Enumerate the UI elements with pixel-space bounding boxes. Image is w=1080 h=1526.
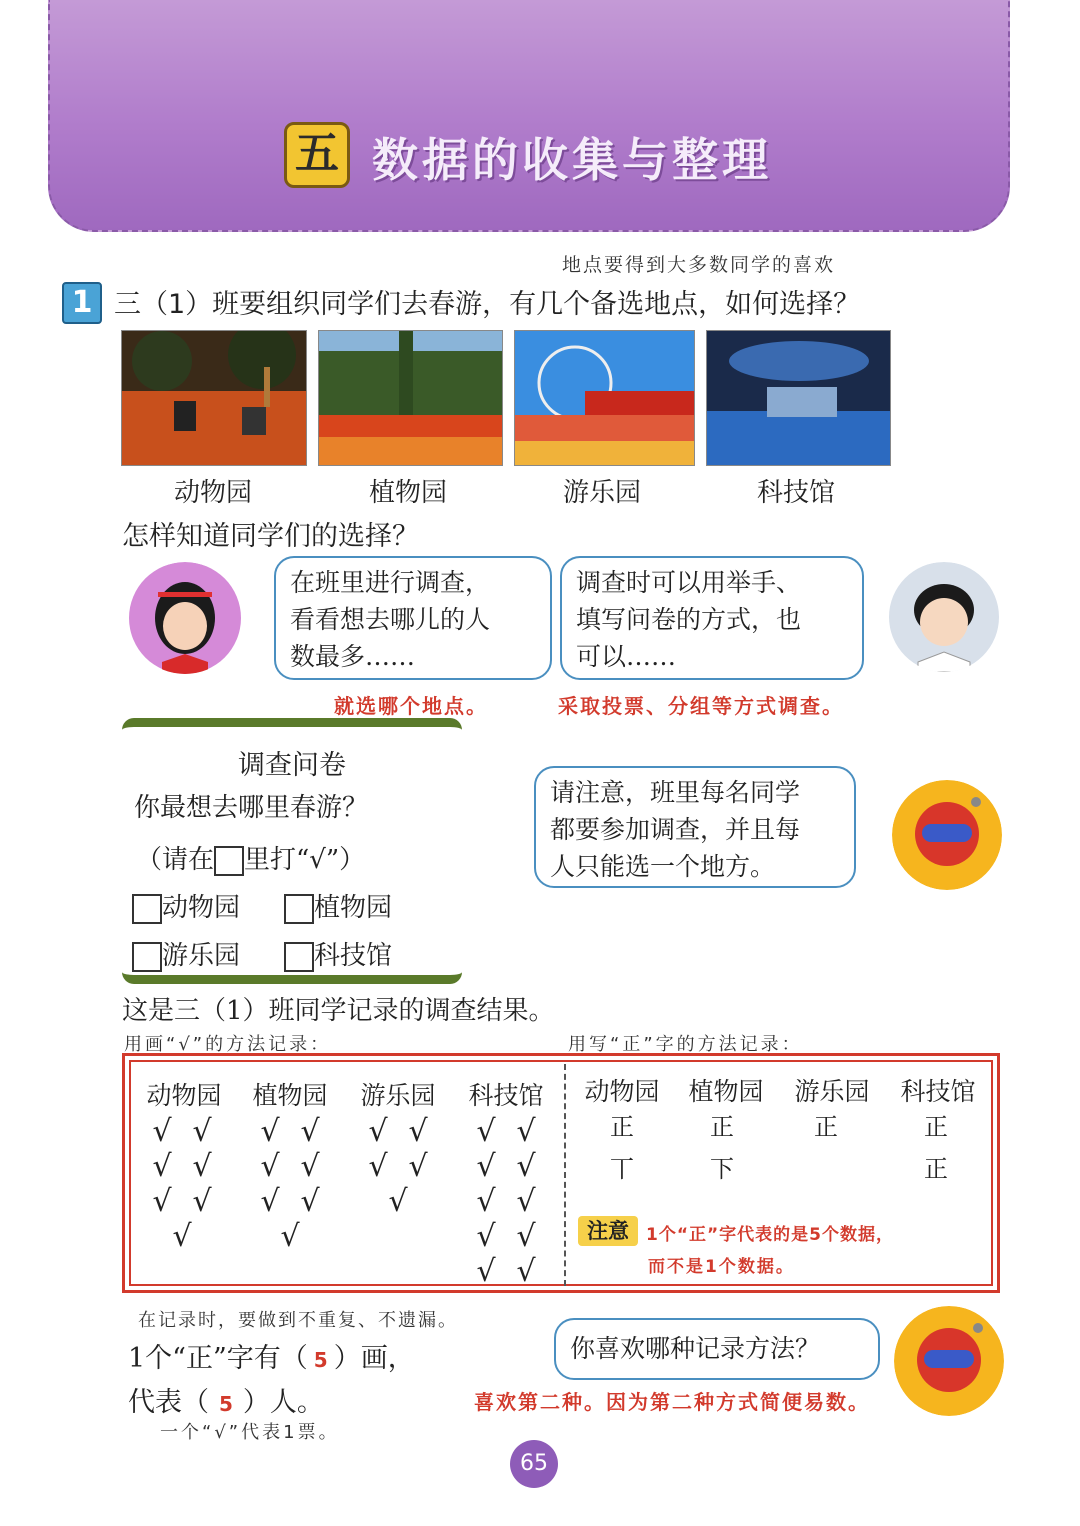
checkbox[interactable] xyxy=(132,942,162,972)
survey-option-amusement[interactable] xyxy=(132,935,240,972)
answer-strokes: 5 xyxy=(313,1348,328,1372)
zheng-science-2: 正 xyxy=(924,1155,948,1183)
zheng-header-amusement: 游乐园 xyxy=(794,1077,870,1106)
botanical-garden-photo xyxy=(318,330,503,466)
check-mark: √ xyxy=(516,1114,536,1149)
zheng-header-science: 科技馆 xyxy=(900,1077,976,1106)
question-text: 三（1）班要组织同学们去春游，有几个备选地点，如何选择？ xyxy=(114,289,861,320)
robot2-speech-bubble xyxy=(554,1318,880,1380)
check-mark: √ xyxy=(300,1149,320,1184)
girl-speech-bubble xyxy=(274,556,552,680)
check-mark: √ xyxy=(516,1184,536,1219)
page-number: 65 xyxy=(510,1440,558,1488)
survey-instruction-a: （请在 xyxy=(136,845,215,875)
boy-bubble-line2: 填写问卷的方式，也 xyxy=(576,605,802,634)
check-mark: √ xyxy=(476,1114,496,1149)
check-mark: √ xyxy=(260,1184,280,1219)
survey-option-botanical[interactable] xyxy=(284,887,392,924)
table-divider xyxy=(564,1064,566,1286)
checkbox[interactable] xyxy=(132,894,162,924)
fill-text-b: ）画， xyxy=(333,1343,415,1374)
answer-people: 5 xyxy=(219,1392,233,1416)
check-mark: √ xyxy=(516,1254,536,1289)
check-mark: √ xyxy=(476,1184,496,1219)
attention-line1: 1个“正”字代表的是5个数据， xyxy=(646,1225,895,1245)
robot2-answer: 喜欢第二种。因为第二种方式简便易数。 xyxy=(474,1390,870,1414)
robot-avatar xyxy=(892,780,1002,890)
zheng-science-1: 正 xyxy=(924,1113,948,1141)
robot-bubble-line2: 都要参加调查，并且每 xyxy=(550,815,801,844)
check-mark: √ xyxy=(260,1149,280,1184)
method-check-label: 用画“√”的方法记录： xyxy=(124,1034,332,1055)
place-label-amusement: 游乐园 xyxy=(562,478,641,508)
check-mark: √ xyxy=(192,1149,212,1184)
place-label-botanical: 植物园 xyxy=(368,478,447,508)
fill-text-a: 1个“正”字有（ xyxy=(128,1343,308,1374)
fill-text-d: ）人。 xyxy=(242,1387,324,1418)
survey-option-science[interactable] xyxy=(284,935,392,972)
checkbox[interactable] xyxy=(284,942,314,972)
place-label-science: 科技馆 xyxy=(756,478,835,508)
fill-blank-line2 xyxy=(128,1380,324,1419)
option-label: 动物园 xyxy=(162,893,241,923)
check-mark: √ xyxy=(260,1114,280,1149)
check-mark: √ xyxy=(408,1114,428,1149)
check-mark: √ xyxy=(172,1219,192,1254)
check-marks-botanical xyxy=(248,1114,332,1254)
zheng-amusement-1: 正 xyxy=(814,1113,838,1141)
check-header-botanical: 植物园 xyxy=(252,1081,328,1110)
result-intro: 这是三（1）班同学记录的调查结果。 xyxy=(122,996,555,1026)
robot2-avatar xyxy=(894,1306,1004,1416)
boy-bubble-line3: 可以…… xyxy=(576,642,677,671)
survey-question: 你最想去哪里春游？ xyxy=(134,793,369,823)
check-marks-science xyxy=(464,1114,548,1289)
zheng-zoo-1: 正 xyxy=(610,1113,634,1141)
check-mark: √ xyxy=(476,1149,496,1184)
check-mark: √ xyxy=(152,1149,172,1184)
girl-answer-note: 就选哪个地点。 xyxy=(334,694,488,718)
check-mark: √ xyxy=(368,1114,388,1149)
survey-instruction xyxy=(136,839,365,876)
amusement-park-photo xyxy=(514,330,695,466)
survey-instruction-b: 里打“√”） xyxy=(244,845,366,875)
robot-speech-bubble xyxy=(534,766,856,888)
check-mark: √ xyxy=(300,1184,320,1219)
robot-bubble-line3: 人只能选一个地方。 xyxy=(550,852,776,881)
fill-text-c: 代表（ xyxy=(128,1387,209,1418)
zheng-botanical-2: 下 xyxy=(710,1155,734,1183)
science-museum-photo xyxy=(706,330,891,466)
boy-bubble-line1: 调查时可以用举手、 xyxy=(576,568,802,597)
robot-bubble-line1: 请注意，班里每名同学 xyxy=(550,778,801,807)
zoo-photo xyxy=(121,330,307,466)
check-marks-zoo xyxy=(140,1114,224,1254)
check-mark: √ xyxy=(388,1184,408,1219)
option-label: 游乐园 xyxy=(162,941,241,971)
girl-bubble-line2: 看看想去哪儿的人 xyxy=(290,605,491,634)
check-header-science: 科技馆 xyxy=(468,1081,544,1110)
survey-title: 调查问卷 xyxy=(238,750,346,781)
check-mark: √ xyxy=(152,1184,172,1219)
handwritten-note-top: 地点要得到大多数同学的喜欢 xyxy=(562,254,836,276)
zheng-botanical-1: 正 xyxy=(710,1113,734,1141)
zheng-header-zoo: 动物园 xyxy=(584,1077,660,1106)
how-question: 怎样知道同学们的选择？ xyxy=(122,521,419,552)
check-mark: √ xyxy=(516,1219,536,1254)
check-mark: √ xyxy=(152,1114,172,1149)
sample-checkbox xyxy=(214,846,244,876)
girl-bubble-line3: 数最多…… xyxy=(290,642,416,671)
check-mark: √ xyxy=(192,1114,212,1149)
girl-avatar xyxy=(128,562,242,674)
chapter-header xyxy=(48,0,1010,232)
boy-answer-note: 采取投票、分组等方式调查。 xyxy=(558,694,844,718)
unit-number-badge: 五 xyxy=(284,122,350,188)
check-mark: √ xyxy=(516,1149,536,1184)
boy-avatar xyxy=(888,562,1000,672)
survey-card xyxy=(122,718,462,984)
check-marks-amusement xyxy=(356,1114,440,1219)
check-mark: √ xyxy=(300,1114,320,1149)
check-mark: √ xyxy=(280,1219,300,1254)
record-note: 在记录时，要做到不重复、不遗漏。 xyxy=(138,1310,458,1331)
attention-line2: 而不是1个数据。 xyxy=(648,1257,795,1277)
tick-note: 一个“√”代表1票。 xyxy=(160,1422,340,1443)
boy-speech-bubble xyxy=(560,556,864,680)
checkbox[interactable] xyxy=(284,894,314,924)
check-mark: √ xyxy=(476,1219,496,1254)
check-mark: √ xyxy=(408,1149,428,1184)
zheng-header-botanical: 植物园 xyxy=(688,1077,764,1106)
zheng-zoo-2: 丅 xyxy=(610,1155,634,1183)
question-number: 1 xyxy=(62,282,102,324)
option-label: 植物园 xyxy=(314,893,393,923)
check-header-amusement: 游乐园 xyxy=(360,1081,436,1110)
chapter-title: 数据的收集与整理 xyxy=(372,133,772,187)
attention-badge: 注意 xyxy=(578,1216,638,1246)
option-label: 科技馆 xyxy=(314,941,393,971)
check-mark: √ xyxy=(476,1254,496,1289)
check-mark: √ xyxy=(368,1149,388,1184)
check-header-zoo: 动物园 xyxy=(146,1081,222,1110)
girl-bubble-line1: 在班里进行调查， xyxy=(290,568,491,597)
survey-option-zoo[interactable] xyxy=(132,887,240,924)
method-zheng-label: 用写“正”字的方法记录： xyxy=(568,1034,803,1055)
fill-blank-line1 xyxy=(128,1336,415,1375)
place-label-zoo: 动物园 xyxy=(173,478,252,508)
check-mark: √ xyxy=(192,1184,212,1219)
robot2-bubble-text: 你喜欢哪种记录方法？ xyxy=(570,1334,821,1363)
